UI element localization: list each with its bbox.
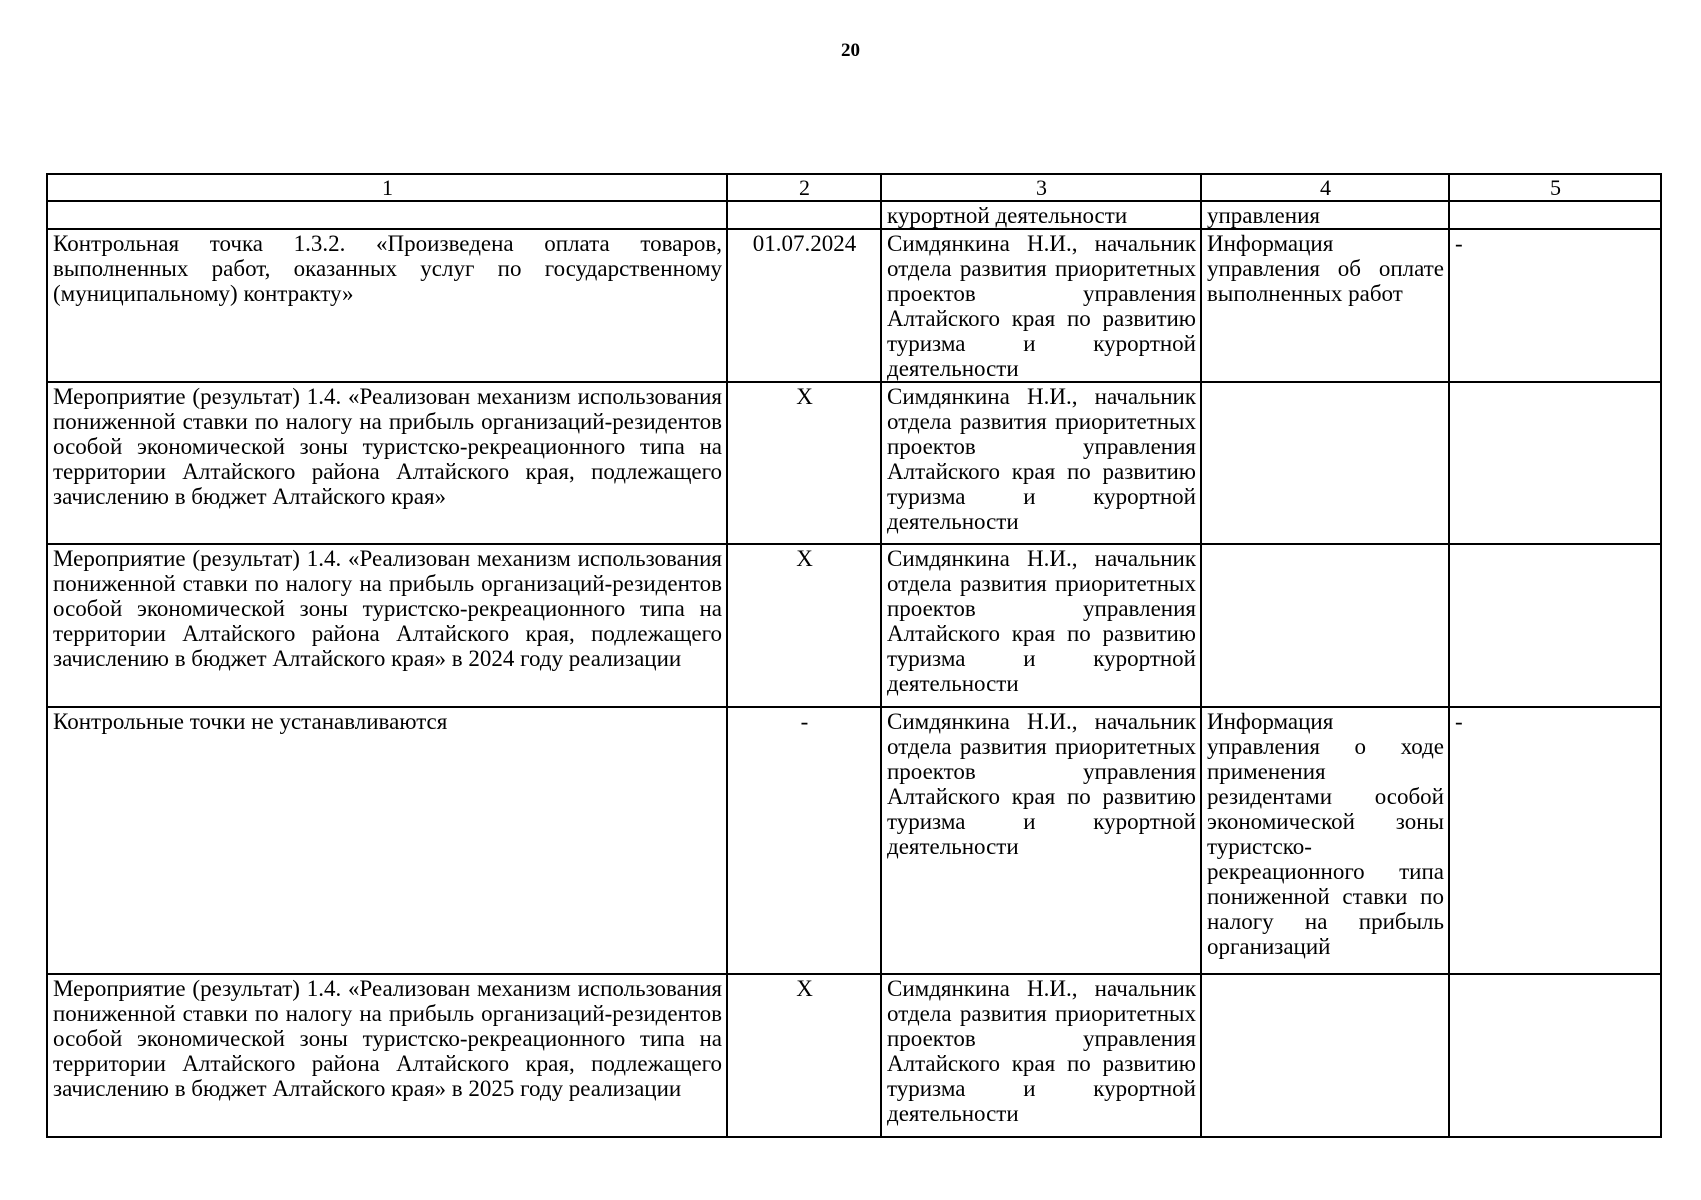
activity-cell: Мероприятие (результат) 1.4. «Реализован механизм использования пониженной ставки по налогу на прибыль организаций-резидентов особой экономической зоны туристско-рекреационного типа на территории Алтайского района Алтайского края, подлежащего зачислению в бюджет Алтайского края» xyxy=(47,382,727,544)
responsible-cell: Симдянкина Н.И., начальник отдела развития приоритетных проектов управления Алтайского края по развитию туризма и курортной деятельности xyxy=(881,382,1201,544)
table-row xyxy=(47,707,1661,974)
note-cell: - xyxy=(1449,229,1661,382)
deadline-cell: 01.07.2024 xyxy=(727,229,881,382)
document-cell: Информация управления об оплате выполненных работ xyxy=(1201,229,1449,382)
table-row xyxy=(47,974,1661,1137)
continuation-row xyxy=(47,201,1661,229)
continuation-cell: управления xyxy=(1201,201,1449,229)
activity-cell: Контрольная точка 1.3.2. «Произведена оплата товаров, выполненных работ, оказанных услуг по государственному (муниципальному) контракту» xyxy=(47,229,727,382)
note-cell xyxy=(1449,974,1661,1137)
deadline-cell: X xyxy=(727,974,881,1137)
table-row xyxy=(47,382,1661,544)
activity-cell: Контрольные точки не устанавливаются xyxy=(47,707,727,974)
deadline-cell: X xyxy=(727,544,881,707)
continuation-cell: курортной деятельности xyxy=(881,201,1201,229)
document-cell xyxy=(1201,544,1449,707)
document-cell xyxy=(1201,382,1449,544)
page-number: 20 xyxy=(841,40,860,61)
table-row xyxy=(47,229,1661,382)
note-cell xyxy=(1449,544,1661,707)
plan-table xyxy=(46,173,1662,1138)
column-number: 2 xyxy=(727,174,881,201)
continuation-cell xyxy=(47,201,727,229)
responsible-cell: Симдянкина Н.И., начальник отдела развития приоритетных проектов управления Алтайского края по развитию туризма и курортной деятельности xyxy=(881,707,1201,974)
activity-cell: Мероприятие (результат) 1.4. «Реализован механизм использования пониженной ставки по налогу на прибыль организаций-резидентов особой экономической зоны туристско-рекреационного типа на территории Алтайского района Алтайского края, подлежащего зачислению в бюджет Алтайского края» в 2025 году реализации xyxy=(47,974,727,1137)
column-number: 1 xyxy=(47,174,727,201)
continuation-cell xyxy=(727,201,881,229)
document-cell xyxy=(1201,974,1449,1137)
table-row xyxy=(47,544,1661,707)
column-number: 4 xyxy=(1201,174,1449,201)
note-cell xyxy=(1449,382,1661,544)
continuation-cell xyxy=(1449,201,1661,229)
responsible-cell: Симдянкина Н.И., начальник отдела развития приоритетных проектов управления Алтайского края по развитию туризма и курортной деятельности xyxy=(881,974,1201,1137)
column-number: 5 xyxy=(1449,174,1661,201)
responsible-cell: Симдянкина Н.И., начальник отдела развития приоритетных проектов управления Алтайского края по развитию туризма и курортной деятельности xyxy=(881,544,1201,707)
responsible-cell: Симдянкина Н.И., начальник отдела развития приоритетных проектов управления Алтайского края по развитию туризма и курортной деятельности xyxy=(881,229,1201,382)
column-number-row xyxy=(47,174,1661,201)
note-cell: - xyxy=(1449,707,1661,974)
deadline-cell: - xyxy=(727,707,881,974)
document-cell: Информация управления о ходе применения резидентами особой экономической зоны туристско-рекреационного типа пониженной ставки по налогу на прибыль организаций xyxy=(1201,707,1449,974)
column-number: 3 xyxy=(881,174,1201,201)
deadline-cell: X xyxy=(727,382,881,544)
activity-cell: Мероприятие (результат) 1.4. «Реализован механизм использования пониженной ставки по налогу на прибыль организаций-резидентов особой экономической зоны туристско-рекреационного типа на территории Алтайского района Алтайского края, подлежащего зачислению в бюджет Алтайского края» в 2024 году реализации xyxy=(47,544,727,707)
